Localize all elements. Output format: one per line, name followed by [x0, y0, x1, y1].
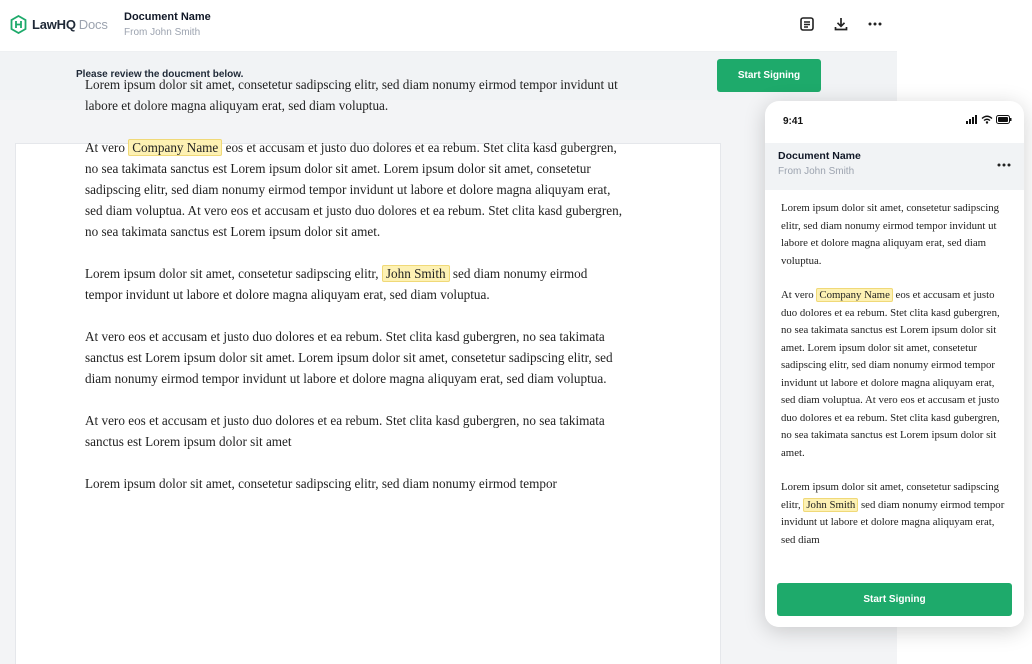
signal-icon — [966, 115, 978, 124]
mobile-start-signing-button[interactable]: Start Signing — [777, 583, 1012, 616]
mobile-preview — [765, 101, 1024, 627]
more-dots-icon[interactable] — [996, 157, 1012, 178]
paragraph — [781, 287, 1011, 462]
paragraph-text: sed diam nonumy eirmod tempor invidunt ut labore et dolore magna aliquyam erat, sed diam — [781, 498, 1005, 546]
paragraph-text: Lorem ipsum dolor sit amet, consetetur sadipscing elitr, — [781, 481, 999, 511]
paragraph-text: At vero — [781, 289, 817, 301]
paragraph: Lorem ipsum dolor sit amet, consetetur sadipscing elitr, sed diam nonumy eirmod tempor invidunt ut labore et dolore magna aliquyam erat, sed diam voluptua. — [781, 202, 999, 267]
mobile-document-sender: From John Smith — [778, 166, 855, 177]
top-bar — [0, 0, 897, 52]
mobile-document-title: Document Name — [778, 150, 861, 162]
mobile-header — [765, 143, 1024, 190]
paragraph-text: eos et accusam et justo duo dolores et ea rebum. Stet clita kasd gubergren, no sea takimata sanctus est Lorem ipsum dolor sit amet. Lorem ipsum dolor sit amet, consetetur sadipscing elitr, sed diam nonumy eirmod tempor invidunt ut labore et dolore magna aliquyam erat, sed diam voluptua. At vero eos et accusam et justo duo dolores et ea rebum. Stet clita kasd gubergren, no sea takimata sanctus est Lorem ipsum dolor sit amet. — [781, 289, 1000, 459]
paragraph — [85, 137, 625, 242]
paragraph-text: sed diam nonumy eirmod tempor invidunt ut labore et dolore magna aliquyam erat, sed diam voluptua. — [85, 266, 588, 302]
download-icon[interactable] — [831, 14, 851, 34]
document-icon[interactable] — [797, 14, 817, 34]
paragraph: At vero eos et accusam et justo duo dolores et ea rebum. Stet clita kasd gubergren, no sea takimata sanctus est Lorem ipsum dolor sit amet. Lorem ipsum dolor sit amet, consetetur sadipscing elitr, sed diam nonumy eirmod tempor invidunt ut labore et dolore magna aliquyam erat, sed diam voluptua. — [85, 329, 613, 386]
lawhq-logo-icon — [10, 15, 27, 34]
signer-name-field[interactable]: John Smith — [382, 265, 450, 282]
paragraph — [85, 263, 625, 305]
paragraph: Lorem ipsum dolor sit amet, consetetur sadipscing elitr, sed diam nonumy eirmod tempor invidunt ut labore et dolore magna aliquyam erat, sed diam voluptua. — [85, 77, 618, 113]
battery-icon — [996, 115, 1012, 124]
document-sender: From John Smith — [124, 27, 201, 38]
paragraph-text: At vero — [85, 140, 129, 155]
mobile-document-body — [781, 200, 1011, 572]
paragraph: Lorem ipsum dolor sit amet, consetetur sadipscing elitr, sed diam nonumy eirmod tempor — [85, 476, 557, 491]
status-icons — [966, 115, 1012, 124]
company-name-field[interactable]: Company Name — [816, 288, 892, 302]
review-message: Please review the doucment below. — [76, 69, 244, 80]
brand-name: LawHQ Docs — [32, 17, 108, 32]
paragraph-text: eos et accusam et justo duo dolores et ea rebum. Stet clita kasd gubergren, no sea takimata sanctus est Lorem ipsum dolor sit amet. Lorem ipsum dolor sit amet, consetetur sadipscing elitr, sed diam nonumy eirmod tempor invidunt ut labore et dolore magna aliquyam erat, sed diam voluptua. At vero eos et accusam et justo duo dolores et ea rebum. Stet clita kasd gubergren, no sea takimata sanctus est Lorem ipsum dolor sit amet. — [85, 140, 623, 239]
start-signing-button[interactable]: Start Signing — [717, 59, 821, 92]
company-name-field[interactable]: Company Name — [128, 139, 222, 156]
mobile-footer — [765, 574, 1024, 627]
document-title: Document Name — [124, 11, 211, 23]
toolbar-actions — [797, 14, 885, 34]
document-body — [85, 74, 625, 515]
paragraph: At vero eos et accusam et justo duo dolores et ea rebum. Stet clita kasd gubergren, no sea takimata sanctus est Lorem ipsum dolor sit amet — [85, 413, 605, 449]
paragraph-text: Lorem ipsum dolor sit amet, consetetur sadipscing elitr, — [85, 266, 382, 281]
status-time: 9:41 — [783, 116, 804, 127]
brand-logo[interactable] — [10, 15, 108, 34]
status-bar — [765, 101, 1024, 143]
paragraph — [781, 479, 1011, 549]
wifi-icon — [981, 115, 993, 124]
brand-suffix: Docs — [78, 17, 108, 32]
signer-name-field[interactable]: John Smith — [803, 498, 858, 512]
more-dots-icon[interactable] — [865, 14, 885, 34]
